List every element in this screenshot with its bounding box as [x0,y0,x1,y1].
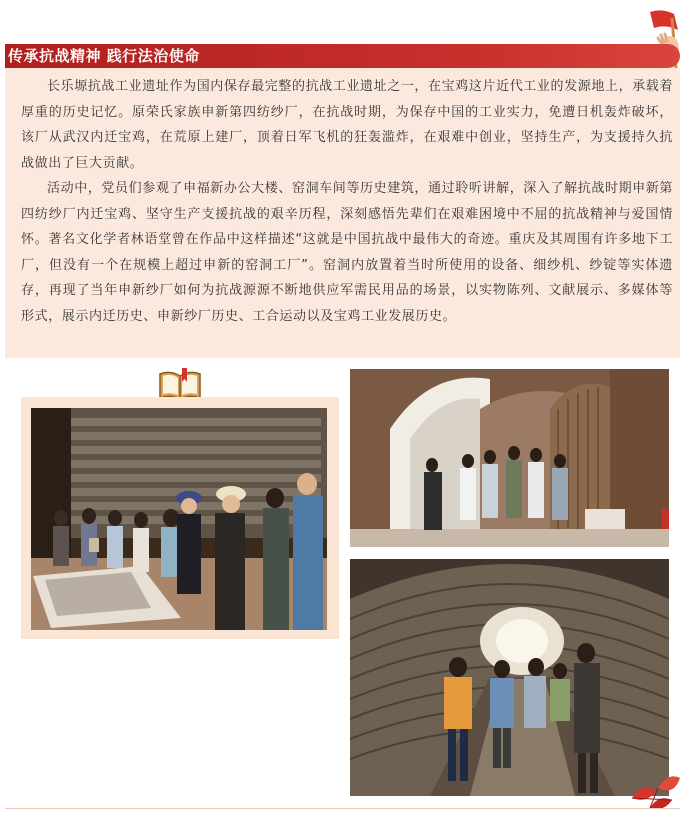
bottom-divider [5,808,680,809]
section-banner [5,44,680,68]
article-paragraph-2: 活动中，党员们参观了申福新办公大楼、窑洞车间等历史建筑，通过聆听讲解，深入了解抗战时期申新第四纺纱厂内迁宝鸡、坚守生产支援抗战的艰辛历程，深刻感悟先辈们在艰难困境中不屈的抗战精神与爱国情怀。著名文化学者林语堂曾在作品中这样描述“这就是中国抗战中最伟大的奇迹。重庆及其周围有许多地下工厂，但没有一个在规模上超过申新的窑洞工厂”。窑洞内放置着当时所使用的设备、细纱机、纱锭等实体遗存，再现了当年申新纱厂如何为抗战源源不断地供应军需民用品的场景，以实物陈列、文献展示、多媒体等形式，展示内迁历史、申新纱厂历史、工合运动以及宝鸡工业发展历史。 [21,181,673,324]
article-paragraph-1: 长乐塬抗战工业遗址作为国内保存最完整的抗战工业遗址之一，在宝鸡这片近代工业的发源地上，承载着厚重的历史记忆。原荣氏家族申新第四纺纱厂，在抗战时期，为保存中国的工业实力，免遭日机轰炸破坏，该厂从武汉内迁宝鸡，在荒原上建厂，顶着日军飞机的狂轰滥炸，在艰难中创业，坚持生产，为支援持久抗战做出了巨大贡献。 [21,79,673,171]
photo-arched-hall [350,369,669,547]
photo-brick-tunnel [350,559,669,796]
red-leaf-icon [628,768,684,812]
section-title: 传承抗战精神 践行法治使命 [8,47,200,65]
article-text-panel [5,68,680,358]
article-body [21,74,673,329]
photo-visitors-exhibition [31,408,327,630]
